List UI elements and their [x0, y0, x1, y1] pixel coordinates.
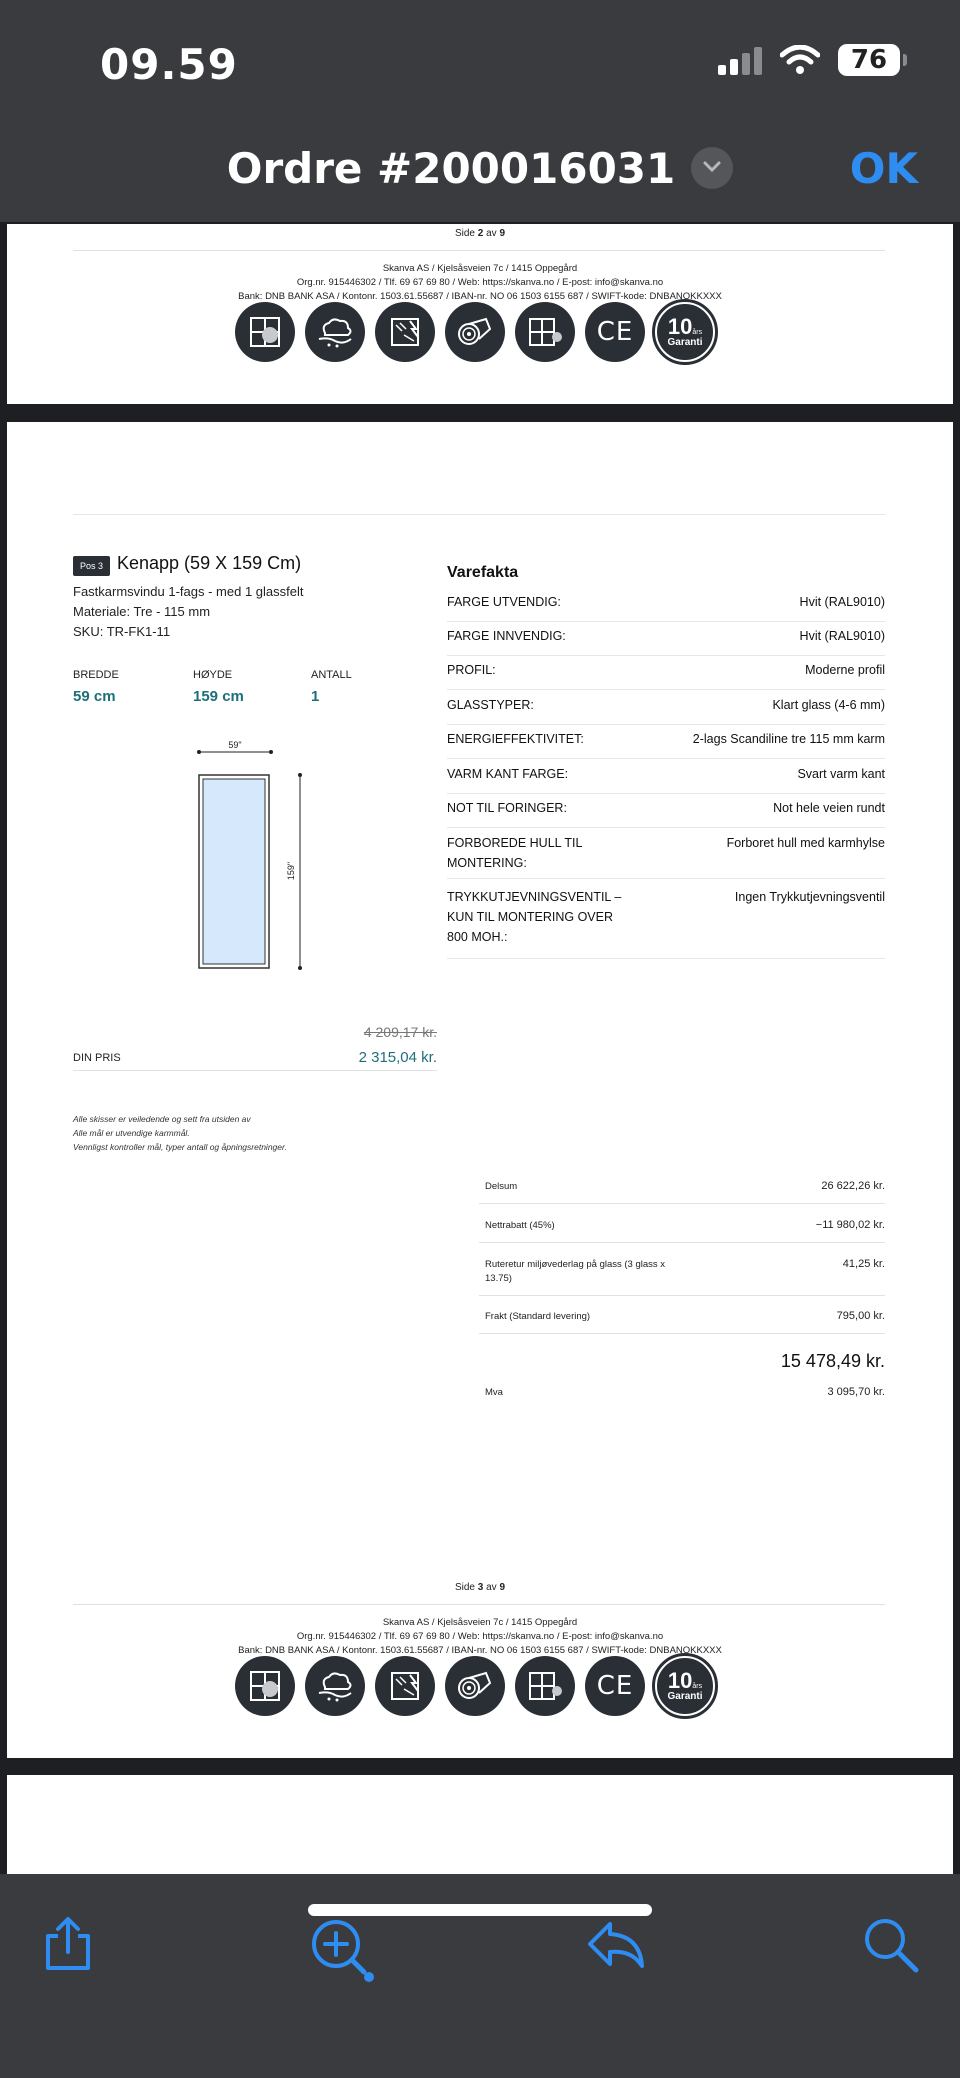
ce-mark-icon — [585, 302, 645, 362]
company-info — [7, 1616, 953, 1658]
header-divider — [73, 514, 885, 515]
guarantee-label: Garanti — [667, 337, 703, 348]
order-total: 15 478,49 kr. — [780, 1351, 885, 1371]
company-line-1: Skanva AS / Kjelsåsveien 7c / 1415 Oppegård — [382, 263, 578, 274]
window-thermal-icon — [515, 302, 575, 362]
wood-log-icon — [445, 1656, 505, 1716]
varefakta-value: Klart glass (4-6 mm) — [772, 698, 885, 712]
company-line-3: Bank: DNB BANK ASA / Kontonr. 1503.61.55687 / IBAN-nr. NO 06 1503 6155 687 / SWIFT-kode: DNBANOKKXXX — [238, 291, 722, 302]
top-bar — [0, 0, 960, 222]
summary-key: Frakt (Standard levering) — [485, 1311, 591, 1322]
weather-icon — [305, 302, 365, 362]
summary-row — [479, 1258, 885, 1296]
ce-mark-text: CE — [596, 317, 634, 347]
varefakta-value: Not hele veien rundt — [773, 801, 885, 815]
document-page-next — [7, 1775, 953, 1875]
varefakta-row — [447, 592, 885, 622]
height-label: HØYDE — [193, 669, 233, 681]
page-number — [7, 228, 953, 239]
guarantee-years: 10 — [667, 1668, 693, 1693]
height-value: 159 cm — [193, 688, 244, 705]
home-indicator[interactable] — [308, 1904, 652, 1916]
summary-row — [479, 1219, 885, 1243]
disclaimer-line-3: Vennligst kontroller mål, typer antall og åpningsretninger. — [73, 1142, 287, 1152]
original-price: 4 209,17 kr. — [363, 1024, 437, 1040]
drawing-height-label: 159" — [286, 861, 296, 881]
guarantee-badge — [655, 1656, 715, 1716]
chevron-down-icon[interactable] — [691, 147, 733, 189]
vat-label: Mva — [485, 1387, 503, 1398]
glass-break-icon — [375, 302, 435, 362]
varefakta-title: Varefakta — [447, 564, 519, 581]
varefakta-key: VARM KANT FARGE: — [447, 767, 569, 781]
summary-row — [479, 1310, 885, 1334]
page-number-current: 3 — [477, 1582, 484, 1593]
product-material: Materiale: Tre - 115 mm — [73, 604, 211, 619]
company-line-2: Org.nr. 915446302 / Tlf. 69 67 69 80 / Web: https://skanva.no / E-post: info@skanva.no — [296, 1631, 664, 1642]
varefakta-key: FARGE UTVENDIG: — [447, 595, 561, 609]
varefakta-key: PROFIL: — [447, 663, 496, 677]
summary-row — [479, 1180, 885, 1204]
varefakta-value: 2-lags Scandiline tre 115 mm karm — [692, 732, 885, 746]
width-label: BREDDE — [73, 669, 119, 681]
varefakta-row — [447, 764, 885, 794]
nav-title[interactable] — [0, 144, 960, 193]
markup-icon[interactable] — [306, 1914, 378, 1986]
disclaimer-notes — [73, 1112, 287, 1154]
summary-value: 26 622,26 kr. — [821, 1180, 885, 1192]
page-number-current: 2 — [477, 228, 484, 239]
varefakta-row — [447, 887, 885, 959]
certification-badges — [235, 1656, 715, 1716]
width-value: 59 cm — [73, 688, 116, 705]
certification-badges — [235, 302, 715, 362]
varefakta-row — [447, 660, 885, 690]
varefakta-row — [447, 833, 885, 879]
search-icon[interactable] — [860, 1914, 922, 1976]
page-number — [7, 1582, 953, 1593]
document-page-current — [7, 422, 953, 1758]
company-info — [7, 262, 953, 304]
nav-title-text: Ordre #200016031 — [226, 144, 676, 193]
guarantee-label: Garanti — [667, 1691, 703, 1702]
guarantee-unit: års — [692, 1683, 703, 1690]
varefakta-value: Moderne profil — [805, 663, 885, 677]
company-line-2: Org.nr. 915446302 / Tlf. 69 67 69 80 / Web: https://skanva.no / E-post: info@skanva.no — [296, 277, 664, 288]
ce-mark-icon — [585, 1656, 645, 1716]
status-icons — [718, 44, 900, 76]
page-number-total: 9 — [499, 1582, 506, 1593]
product-title: Kenapp (59 X 159 Cm) — [117, 553, 302, 573]
quantity-label: ANTALL — [311, 669, 352, 681]
summary-value: 41,25 kr. — [842, 1258, 885, 1270]
summary-key: Nettrabatt (45%) — [485, 1220, 555, 1231]
page-number-prefix: Side — [454, 1582, 475, 1593]
drawing-width-label: 59" — [228, 740, 242, 750]
summary-key: Ruteretur miljøvederlag på glass (3 glass x 13.75) — [485, 1259, 666, 1284]
disclaimer-line-2: Alle mål er utvendige karmmål. — [73, 1128, 190, 1138]
weather-icon — [305, 1656, 365, 1716]
page-number-prefix: Side — [454, 228, 475, 239]
ce-mark-text: CE — [596, 1671, 634, 1701]
price-divider — [73, 1070, 437, 1071]
battery-icon: 76 — [838, 44, 900, 76]
page-number-mid: av — [486, 1582, 497, 1593]
document-page-previous — [7, 224, 953, 404]
footer-divider — [73, 250, 885, 251]
wood-log-icon — [445, 302, 505, 362]
position-tag: Pos 3 — [73, 556, 110, 576]
guarantee-unit: års — [692, 329, 703, 336]
varefakta-value: Forboret hull med karmhylse — [726, 836, 885, 850]
wifi-icon — [780, 45, 820, 75]
vat-value: 3 095,70 kr. — [827, 1386, 885, 1398]
varefakta-row — [447, 798, 885, 828]
varefakta-value: Hvit (RAL9010) — [799, 595, 885, 609]
guarantee-years: 10 — [667, 314, 693, 339]
page-number-mid: av — [486, 228, 497, 239]
page-number-total: 9 — [499, 228, 506, 239]
status-time: 09.59 — [100, 40, 238, 89]
guarantee-badge — [655, 302, 715, 362]
company-line-3: Bank: DNB BANK ASA / Kontonr. 1503.61.55687 / IBAN-nr. NO 06 1503 6155 687 / SWIFT-kode: DNBANOKKXXX — [238, 1645, 722, 1656]
glass-break-icon — [375, 1656, 435, 1716]
summary-value: −11 980,02 kr. — [815, 1219, 885, 1231]
varefakta-key: GLASSTYPER: — [447, 698, 534, 712]
varefakta-value: Hvit (RAL9010) — [799, 629, 885, 643]
varefakta-key: TRYKKUTJEVNINGSVENTIL – KUN TIL MONTERING OVER 800 MOH.: — [447, 890, 622, 944]
disclaimer-line-1: Alle skisser er veiledende og sett fra utsiden av — [73, 1114, 251, 1124]
product-sku: SKU: TR-FK1-11 — [73, 624, 171, 639]
share-icon[interactable] — [38, 1914, 98, 1974]
footer-divider — [73, 1604, 885, 1605]
varefakta-value: Ingen Trykkutjevningsventil — [734, 890, 885, 904]
quantity-value: 1 — [311, 688, 320, 705]
ok-button[interactable]: OK — [849, 144, 918, 193]
window-light-icon — [235, 1656, 295, 1716]
varefakta-row — [447, 626, 885, 656]
product-description: Fastkarmsvindu 1-fags - med 1 glassfelt — [73, 584, 304, 599]
summary-value: 795,00 kr. — [836, 1310, 885, 1322]
varefakta-row — [447, 729, 885, 759]
window-light-icon — [235, 302, 295, 362]
varefakta-row — [447, 695, 885, 725]
discounted-price: 2 315,04 kr. — [358, 1049, 437, 1066]
varefakta-key: FORBOREDE HULL TIL MONTERING: — [447, 836, 582, 870]
price-label: DIN PRIS — [73, 1052, 121, 1064]
cellular-signal-icon — [718, 45, 762, 75]
varefakta-key: NOT TIL FORINGER: — [447, 801, 567, 815]
company-line-1: Skanva AS / Kjelsåsveien 7c / 1415 Oppegård — [382, 1617, 578, 1628]
window-thermal-icon — [515, 1656, 575, 1716]
reply-icon[interactable] — [584, 1914, 648, 1974]
varefakta-key: FARGE INNVENDIG: — [447, 629, 566, 643]
summary-key: Delsum — [485, 1181, 518, 1192]
window-drawing — [187, 737, 327, 997]
varefakta-key: ENERGIEFFEKTIVITET: — [447, 732, 584, 746]
varefakta-value: Svart varm kant — [797, 767, 885, 781]
